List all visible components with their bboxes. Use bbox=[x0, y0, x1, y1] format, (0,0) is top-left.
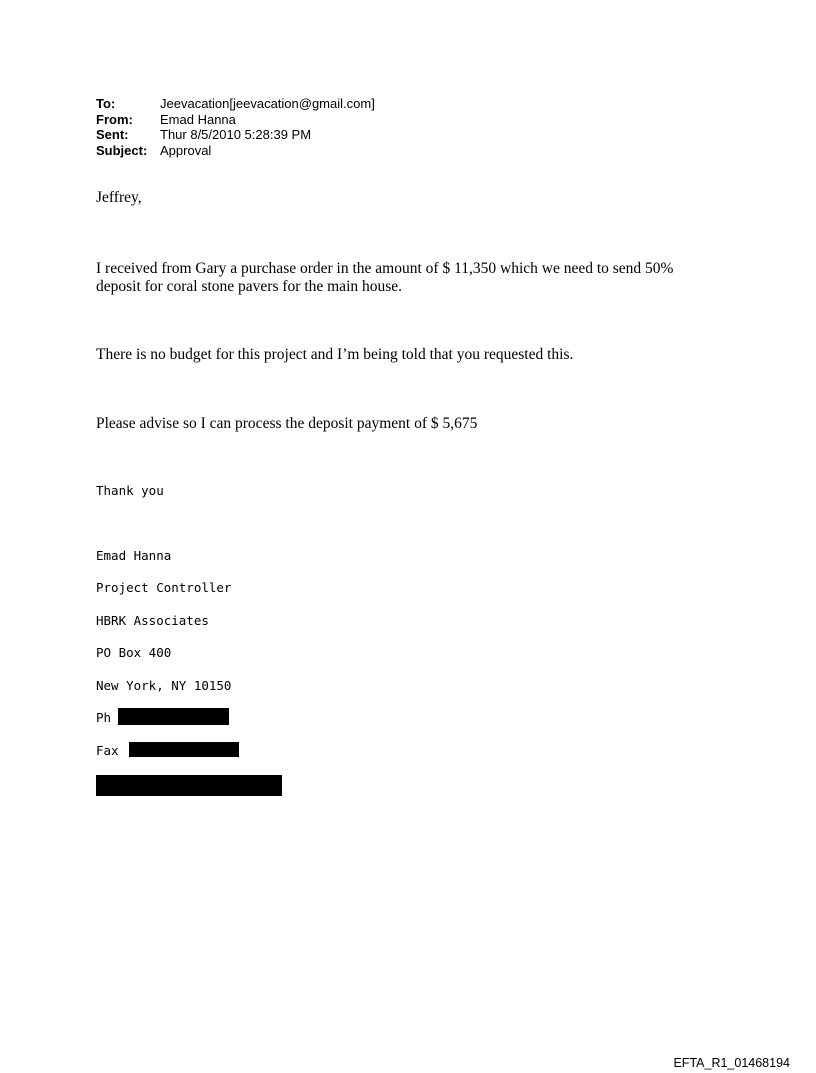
signature-name: Emad Hanna bbox=[96, 548, 172, 563]
paragraph-1-line-2: deposit for coral stone pavers for the main house. bbox=[96, 278, 403, 295]
to-value: Jeevacation[jeevacation@gmail.com] bbox=[160, 96, 375, 111]
signature-address-line-2: New York, NY 10150 bbox=[96, 678, 232, 693]
subject-row bbox=[96, 143, 375, 159]
subject-label: Subject: bbox=[96, 142, 148, 158]
paragraph-1-line-1: I received from Gary a purchase order in the amount of $ 11,350 which we need to send 50% bbox=[96, 260, 674, 277]
paragraph-3: Please advise so I can process the deposit payment of $ 5,675 bbox=[96, 415, 478, 432]
from-row bbox=[96, 112, 375, 128]
phone-label: Ph bbox=[96, 710, 112, 725]
sent-label: Sent: bbox=[96, 127, 129, 142]
to-label: To: bbox=[96, 96, 116, 111]
fax-label: Fax bbox=[96, 743, 119, 758]
subject-value: Approval bbox=[160, 142, 212, 158]
email-header bbox=[96, 96, 375, 158]
greeting: Jeffrey, bbox=[96, 189, 142, 206]
to-row bbox=[96, 96, 375, 112]
from-label: From: bbox=[96, 111, 133, 127]
from-value: Emad Hanna bbox=[160, 111, 236, 127]
fax-redaction bbox=[129, 742, 239, 757]
phone-redaction bbox=[118, 708, 229, 725]
closing: Thank you bbox=[96, 483, 164, 498]
document-id: EFTA_R1_01468194 bbox=[673, 1056, 790, 1070]
signature-company: HBRK Associates bbox=[96, 613, 209, 628]
signature-title: Project Controller bbox=[96, 580, 232, 595]
sent-row bbox=[96, 127, 375, 143]
email-redaction bbox=[96, 775, 282, 796]
signature-address-line-1: PO Box 400 bbox=[96, 645, 172, 660]
sent-value: Thur 8/5/2010 5:28:39 PM bbox=[160, 127, 312, 142]
paragraph-2: There is no budget for this project and I’m being told that you requested this. bbox=[96, 346, 574, 363]
